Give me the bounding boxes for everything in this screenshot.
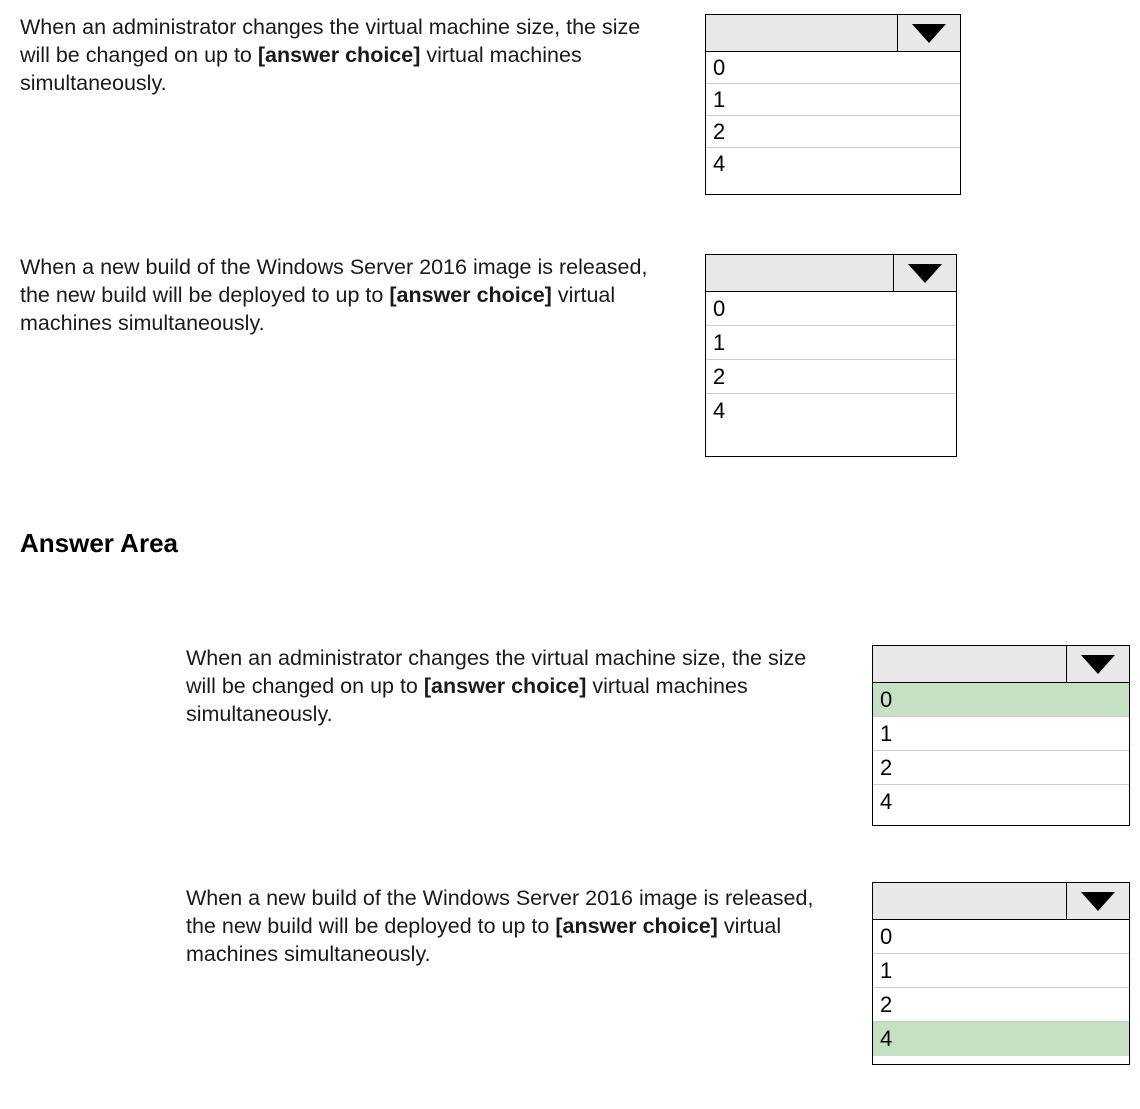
chevron-down-icon[interactable] [1067, 883, 1129, 919]
dropdown-1-header[interactable] [705, 14, 961, 52]
dropdown-4-options[interactable] [872, 920, 1130, 1065]
question-1-emphasis: [answer choice] [257, 42, 421, 67]
dropdown-3-option-0[interactable]: 0 [873, 683, 1129, 717]
dropdown-3[interactable] [872, 645, 1130, 826]
question-1-text-before: When an administrator changes the virtual machine size, the size will be changed on up to [20, 15, 641, 67]
dropdown-2-options[interactable] [705, 292, 957, 457]
dropdown-3-option-2[interactable]: 2 [873, 751, 1129, 785]
question-4-text-after: virtual machines simultaneously. [186, 913, 782, 966]
dropdown-2[interactable] [705, 254, 957, 457]
question-2-emphasis: [answer choice] [389, 282, 552, 307]
question-2-text-block [20, 254, 680, 338]
question-3-text-after: virtual machines simultaneously. [186, 673, 748, 726]
question-1-text-block [20, 14, 660, 98]
question-3-emphasis: [answer choice] [423, 673, 587, 698]
dropdown-1-selected-value [706, 15, 898, 51]
dropdown-1-option-1[interactable]: 1 [706, 84, 960, 116]
dropdown-1-option-3[interactable]: 4 [706, 148, 960, 180]
chevron-down-icon[interactable] [1067, 646, 1129, 682]
question-2-text-after: virtual machines simultaneously. [20, 282, 616, 335]
question-4-text-before: When a new build of the Windows Server 2016 image is released, the new build will be deployed to up to [186, 886, 814, 938]
dropdown-4[interactable] [872, 882, 1130, 1065]
chevron-down-icon[interactable] [898, 15, 960, 51]
dropdown-4-option-3[interactable]: 4 [873, 1022, 1129, 1056]
dropdown-4-option-2[interactable]: 2 [873, 988, 1129, 1022]
dropdown-2-selected-value [706, 255, 894, 291]
question-4-text-block [186, 885, 836, 969]
question-4-text [186, 885, 836, 969]
question-4-emphasis: [answer choice] [555, 913, 718, 938]
question-3-text-block [186, 645, 836, 729]
chevron-down-icon[interactable] [894, 255, 956, 291]
dropdown-3-selected-value [873, 646, 1067, 682]
dropdown-3-options[interactable] [872, 683, 1130, 826]
dropdown-1-options[interactable] [705, 52, 961, 195]
question-2-text-before: When a new build of the Windows Server 2016 image is released, the new build will be deployed to up to [20, 255, 648, 307]
dropdown-2-option-1[interactable]: 1 [706, 326, 956, 360]
answer-area-heading: Answer Area [20, 528, 178, 558]
question-3-text-before: When an administrator changes the virtual machine size, the size will be changed on up to [186, 646, 807, 698]
question-3-text [186, 645, 836, 729]
question-2-text [20, 254, 680, 338]
dropdown-4-option-1[interactable]: 1 [873, 954, 1129, 988]
dropdown-2-option-0[interactable]: 0 [706, 292, 956, 326]
dropdown-4-selected-value [873, 883, 1067, 919]
dropdown-1-option-2[interactable]: 2 [706, 116, 960, 148]
question-1-text-after: virtual machines simultaneously. [20, 42, 582, 95]
dropdown-4-header[interactable] [872, 882, 1130, 920]
dropdown-2-header[interactable] [705, 254, 957, 292]
dropdown-3-option-1[interactable]: 1 [873, 717, 1129, 751]
dropdown-4-option-0[interactable]: 0 [873, 920, 1129, 954]
question-1-text [20, 14, 660, 98]
dropdown-2-option-3[interactable]: 4 [706, 394, 956, 428]
dropdown-1[interactable] [705, 14, 961, 195]
dropdown-1-option-0[interactable]: 0 [706, 52, 960, 84]
dropdown-3-option-3[interactable]: 4 [873, 785, 1129, 819]
dropdown-2-option-2[interactable]: 2 [706, 360, 956, 394]
dropdown-3-header[interactable] [872, 645, 1130, 683]
